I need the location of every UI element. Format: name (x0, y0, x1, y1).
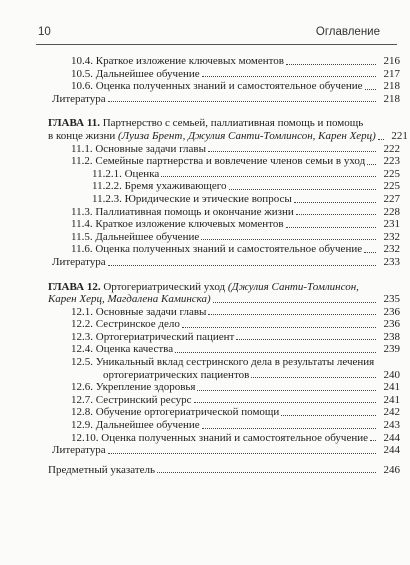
toc-entry: 12.8. Обучение ортогериатрической помощи 242 (71, 406, 400, 419)
toc-subentry: 11.2.3. Юридические и этические вопросы 227 (92, 192, 400, 205)
toc-entry-multiline: 12.5. Уникальный вклад сестринского дела в результаты лечения ортогериатрических пациентов 240 (71, 356, 400, 381)
toc-entry: 10.6. Оценка полученных знаний и самостоятельное обучение 218 (71, 80, 400, 93)
toc-entry: 11.5. Дальнейшее обучение 232 (71, 230, 400, 243)
toc-entry: 12.7. Сестринский ресурс 241 (71, 393, 400, 406)
toc-entry-literature: Литература 233 (52, 255, 400, 268)
toc-entry-literature: Литература 218 (52, 92, 400, 105)
chapter-11-heading: ГЛАВА 11. Партнерство с семьей, паллиативная помощь и помощь в конце жизни (Луиза Брент, Джулия Санти-Томлинсон, Карен Херц) 221 (48, 117, 408, 142)
toc-entry: 12.1. Основные задачи главы 236 (71, 305, 400, 318)
toc-entry: 12.4. Оценка качества 239 (71, 343, 400, 356)
toc-entry: 12.6. Укрепление здоровья 241 (71, 381, 400, 394)
table-of-contents (48, 55, 408, 476)
toc-entry: 11.2. Семейные партнерства и вовлечение членов семьи в уход 223 (71, 155, 400, 168)
header-rule (36, 44, 397, 45)
toc-entry: 12.10. Оценка полученных знаний и самостоятельное обучение 244 (71, 431, 401, 444)
toc-entry: 12.2. Сестринское дело 236 (71, 318, 400, 331)
toc-entry: 11.6. Оценка полученных знаний и самостоятельное обучение 232 (71, 243, 400, 256)
toc-entry: 11.3. Паллиативная помощь и окончание жизни 228 (71, 205, 400, 218)
toc-entry: 12.3. Ортогериатрический пациент 238 (71, 330, 400, 343)
running-head: Оглавление (315, 26, 380, 38)
toc-entry: 10.5. Дальнейшее обучение 217 (71, 67, 400, 80)
toc-entry: 11.4. Краткое изложение ключевых моментов 231 (71, 218, 400, 231)
toc-entry-literature: Литература 244 (52, 444, 400, 457)
toc-entry: 11.1. Основные задачи главы 222 (71, 142, 400, 155)
toc-subentry: 11.2.1. Оценка 225 (92, 167, 400, 180)
page-header (30, 26, 380, 44)
toc-subentry: 11.2.2. Бремя ухаживающего 225 (92, 180, 400, 193)
toc-entry-index: Предметный указатель 246 (48, 463, 400, 476)
page-number: 10 (38, 26, 51, 38)
toc-entry: 10.4. Краткое изложение ключевых моментов 216 (71, 55, 400, 67)
chapter-12-heading: ГЛАВА 12. Ортогериатрический уход (Джулия Санти-Томлинсон, Карен Херц, Магдалена Каминска) 235 (48, 280, 400, 306)
toc-entry: 12.9. Дальнейшее обучение 243 (71, 419, 400, 432)
